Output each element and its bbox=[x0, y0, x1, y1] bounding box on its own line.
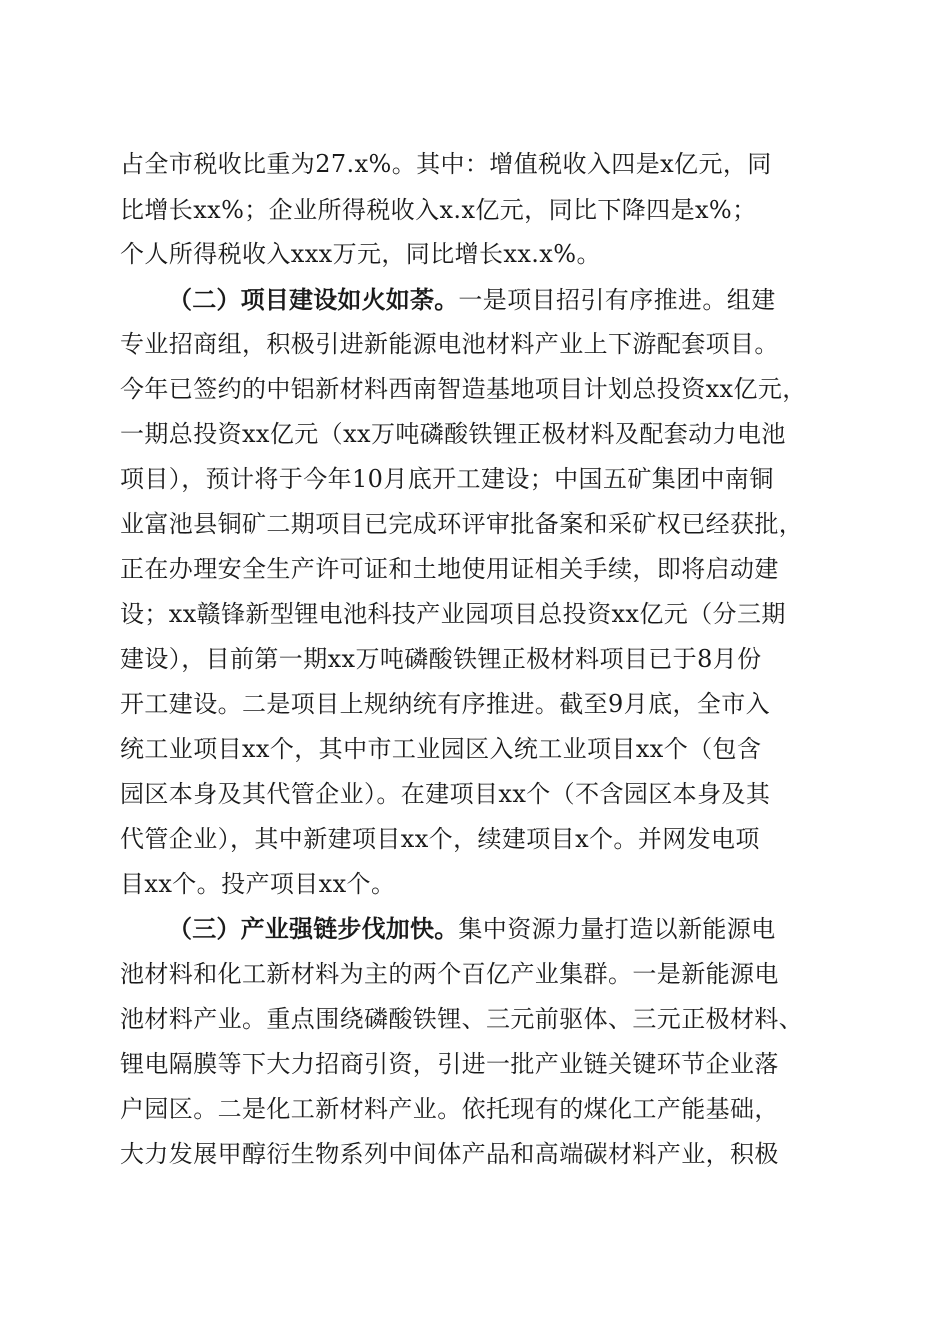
paragraph-first-line bbox=[168, 277, 832, 323]
text-line: 专业招商组，积极引进新能源电池材料产业上下游配套项目。 bbox=[120, 330, 779, 358]
text-line: 比增长xx%；企业所得税收入x.x亿元，同比下降四是x%； bbox=[120, 196, 757, 224]
text-line: 统工业项目xx个，其中市工业园区入统工业项目xx个（包含 bbox=[120, 735, 762, 763]
paragraph-first-line bbox=[168, 906, 832, 952]
text-line: 建设），目前第一期xx万吨磷酸铁锂正极材料项目已于8月份 bbox=[120, 645, 762, 673]
text-line: 代管企业），其中新建项目xx个，续建项目x个。并网发电项 bbox=[120, 825, 760, 853]
text-line: 占全市税收比重为27.x%。其中：增值税收入四是x亿元，同 bbox=[120, 150, 772, 178]
text-line: 开工建设。二是项目上规纳统有序推进。截至9月底，全市入 bbox=[120, 690, 771, 718]
text-line: 锂电隔膜等下大力招商引资，引进一批产业链关键环节企业落 bbox=[120, 1050, 779, 1078]
text-line: 池材料产业。重点围绕磷酸铁锂、三元前驱体、三元正极材料、 bbox=[120, 1005, 804, 1033]
text-span: 一是项目招引有序推进。组建 bbox=[458, 286, 776, 314]
text-line: 项目），预计将于今年10月底开工建设；中国五矿集团中南铜 bbox=[120, 465, 774, 493]
text-line: 正在办理安全生产许可证和土地使用证相关手续，即将启动建 bbox=[120, 555, 779, 583]
text-span: 集中资源力量打造以新能源电 bbox=[458, 915, 776, 943]
text-line: 一期总投资xx亿元（xx万吨磷酸铁锂正极材料及配套动力电池 bbox=[120, 420, 786, 448]
text-line: 池材料和化工新材料为主的两个百亿产业集群。一是新能源电 bbox=[120, 960, 779, 988]
text-line: 设；xx赣锋新型锂电池科技产业园项目总投资xx亿元（分三期 bbox=[120, 600, 786, 628]
text-line: 业富池县铜矿二期项目已完成环评审批备案和采矿权已经获批， bbox=[120, 510, 804, 538]
text-line: 目xx个。投产项目xx个。 bbox=[120, 870, 396, 898]
text-line: 大力发展甲醇衍生物系列中间体产品和高端碳材料产业，积极 bbox=[120, 1140, 779, 1168]
text-line: 园区本身及其代管企业）。在建项目xx个（不含园区本身及其 bbox=[120, 780, 771, 808]
text-line: 个人所得税收入xxx万元，同比增长xx.x%。 bbox=[120, 240, 601, 268]
text-line: 今年已签约的中铝新材料西南智造基地项目计划总投资xx亿元， bbox=[120, 375, 807, 403]
section-heading: （二）项目建设如火如荼。 bbox=[168, 286, 459, 314]
text-line: 户园区。二是化工新材料产业。依托现有的煤化工产能基础， bbox=[120, 1095, 779, 1123]
section-heading: （三）产业强链步伐加快。 bbox=[168, 915, 459, 943]
